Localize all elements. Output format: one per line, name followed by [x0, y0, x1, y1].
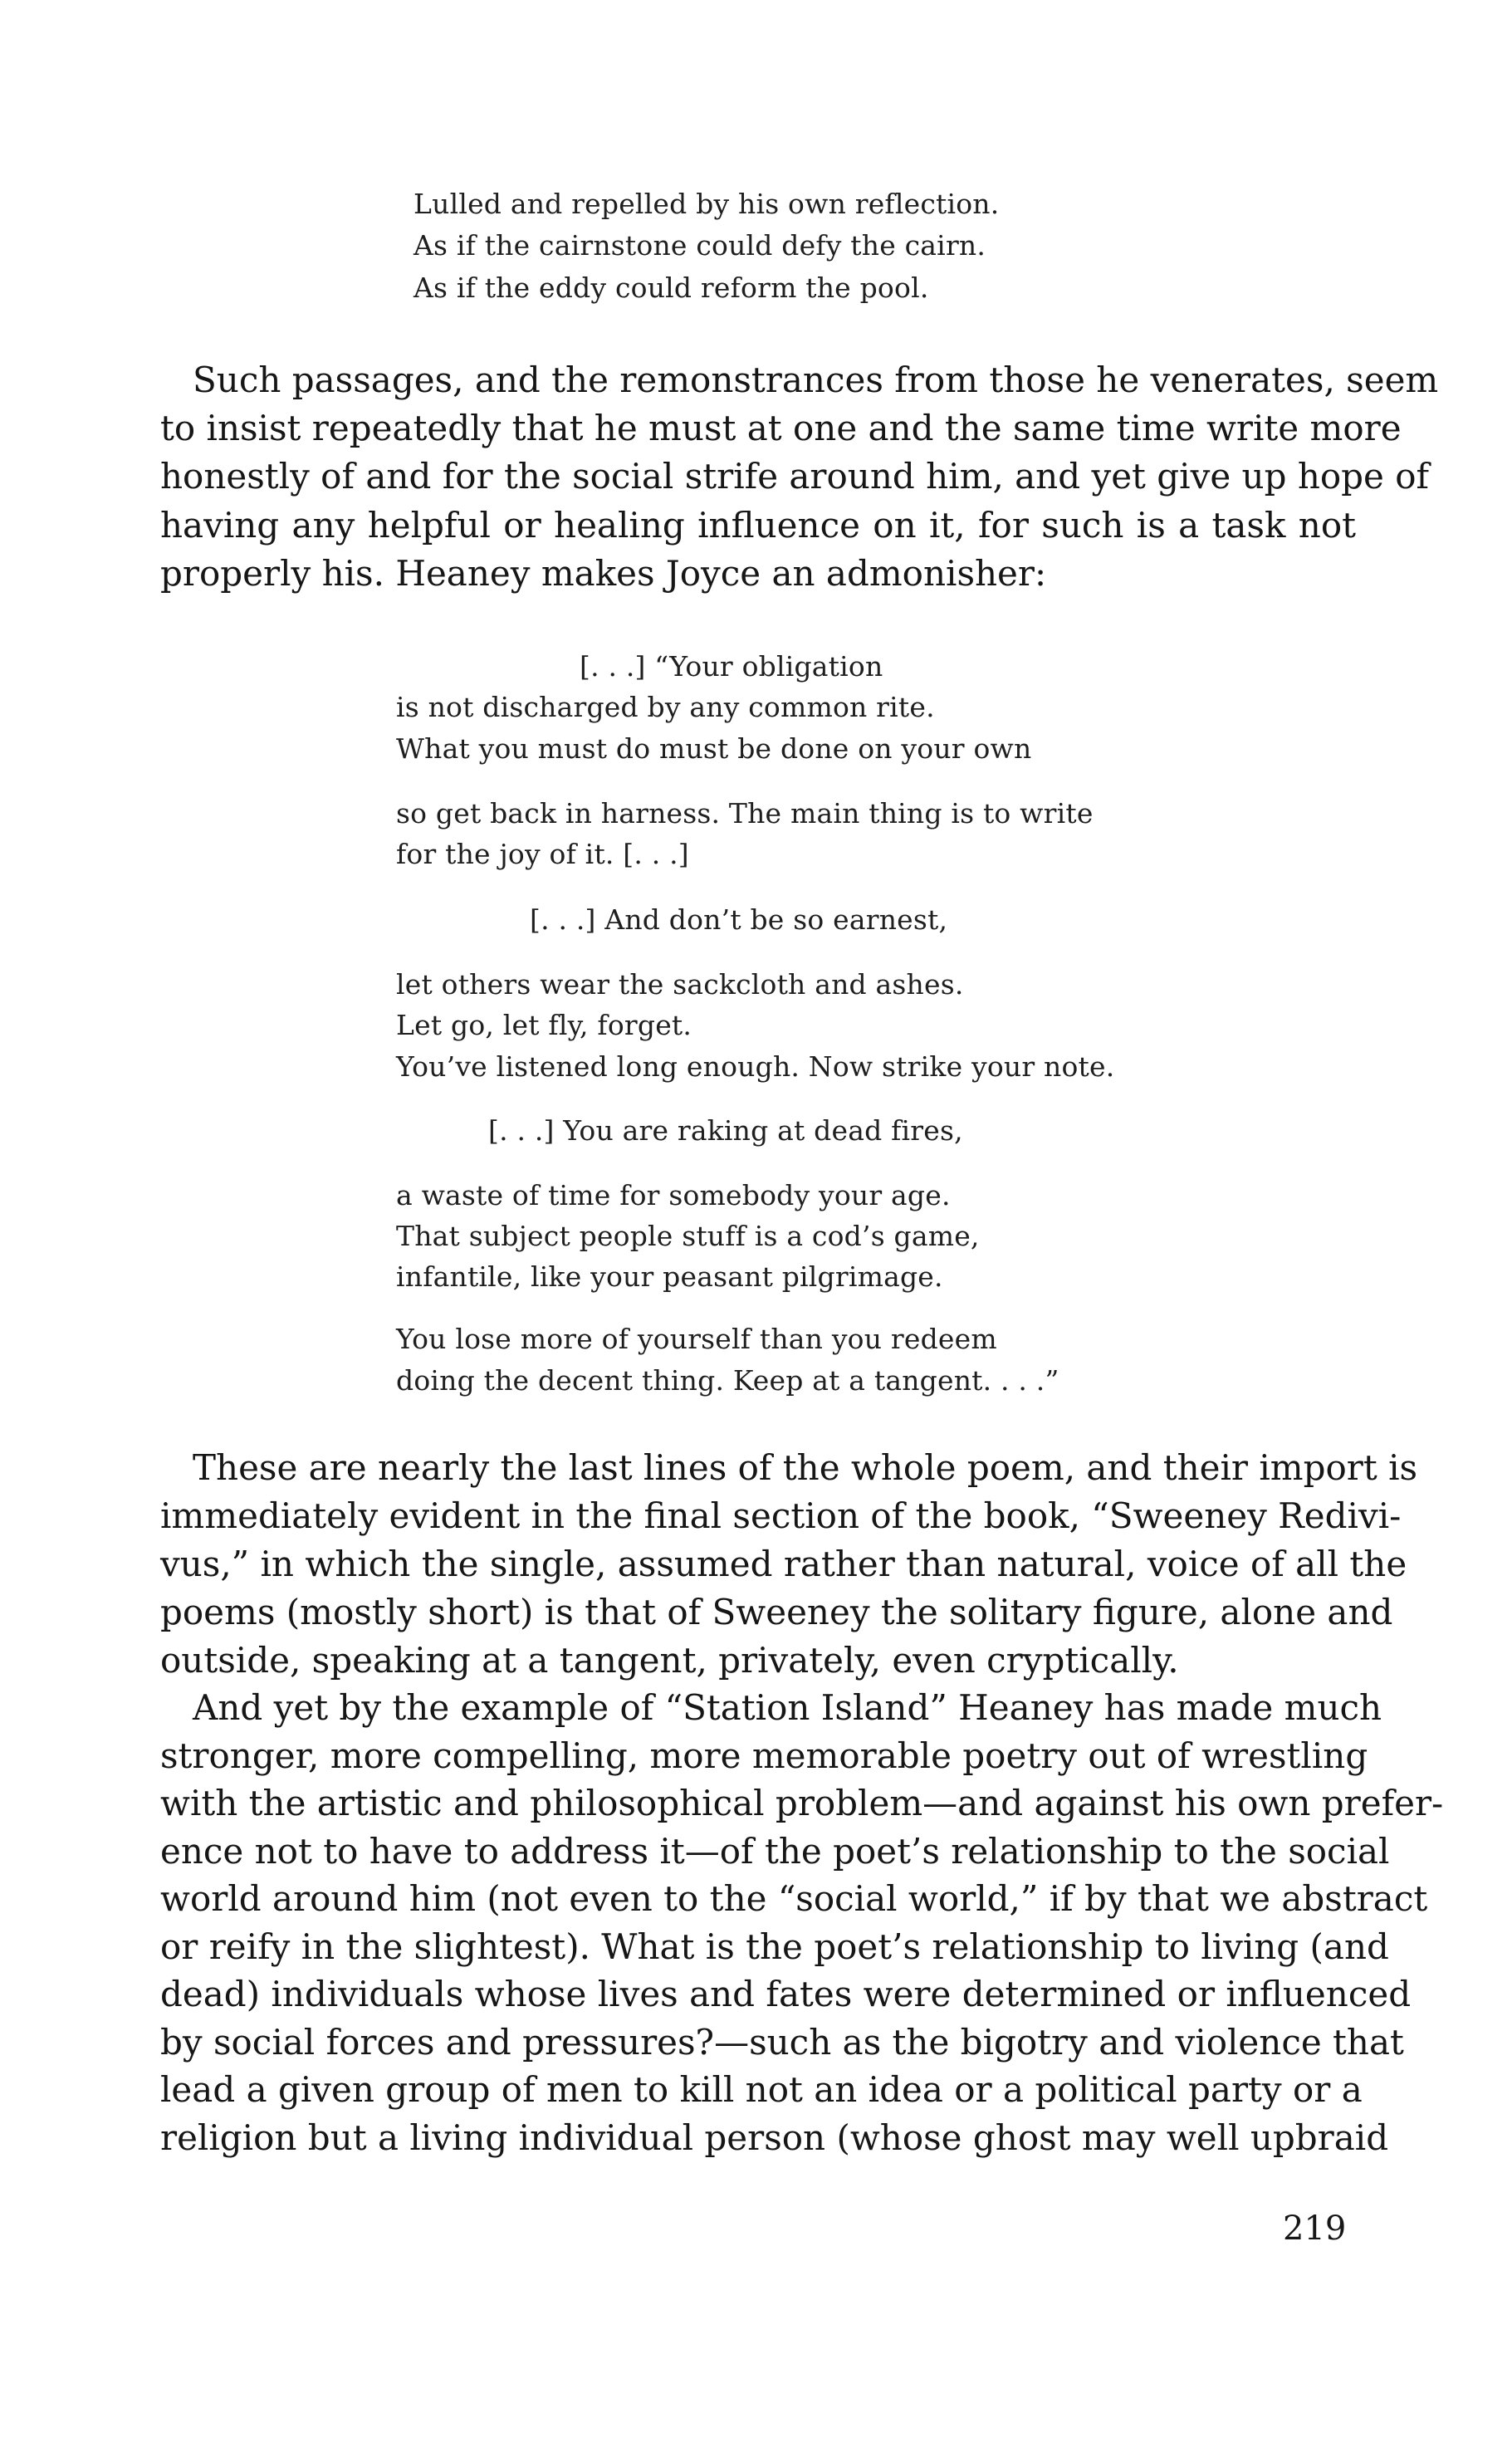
verse-line: [. . .] And don’t be so earnest,	[530, 903, 948, 936]
verse-line: for the joy of it. [. . .]	[396, 838, 689, 870]
prose-line: These are nearly the last lines of the whole poem, and their import is	[193, 1447, 1418, 1488]
page-number: 219	[1283, 2210, 1347, 2248]
verse-line: Let go, let fly, forget.	[396, 1009, 692, 1041]
prose-line: immediately evident in the final section of the book, “Sweeney Redivi-	[160, 1495, 1402, 1536]
verse-line: What you must do must be done on your own	[396, 732, 1032, 765]
verse-line: You lose more of yourself than you redeem	[396, 1323, 997, 1355]
verse-line: You’ve listened long enough. Now strike your note.	[396, 1050, 1115, 1083]
prose-line: Such passages, and the remonstrances from those he venerates, seem	[193, 360, 1439, 400]
verse-line: [. . .] “Your obligation	[580, 650, 883, 683]
prose-line: having any helpful or healing influence on it, for such is a task not	[160, 505, 1356, 546]
verse-line: infantile, like your peasant pilgrimage.	[396, 1260, 943, 1293]
verse-line: doing the decent thing. Keep at a tangent. . . .”	[396, 1364, 1059, 1397]
prose-line: ence not to have to address it—of the poet’s relationship to the social	[160, 1831, 1390, 1872]
prose-line: stronger, more compelling, more memorable poetry out of wrestling	[160, 1735, 1368, 1776]
prose-line: lead a given group of men to kill not an idea or a political party or a	[160, 2069, 1363, 2110]
verse-line: That subject people stuff is a cod’s game,	[396, 1220, 980, 1252]
prose-line: with the artistic and philosophical problem—and against his own prefer-	[160, 1783, 1444, 1823]
prose-line: to insist repeatedly that he must at one and the same time write more	[160, 408, 1402, 448]
verse-line: so get back in harness. The main thing is to write	[396, 797, 1094, 829]
prose-line: religion but a living individual person (whose ghost may well upbraid	[160, 2117, 1389, 2158]
prose-line: outside, speaking at a tangent, privately, even cryptically.	[160, 1640, 1179, 1681]
verse-line: [. . .] You are raking at dead fires,	[488, 1114, 963, 1147]
prose-line: vus,” in which the single, assumed rather than natural, voice of all the	[160, 1544, 1407, 1584]
prose-line: honestly of and for the social strife around him, and yet give up hope of	[160, 456, 1430, 497]
verse-line: a waste of time for somebody your age.	[396, 1179, 951, 1211]
verse-line: let others wear the sackcloth and ashes.	[396, 968, 964, 1001]
prose-line: by social forces and pressures?—such as the bigotry and violence that	[160, 2022, 1404, 2063]
verse-line: Lulled and repelled by his own reflection.	[413, 188, 1000, 220]
verse-line: As if the cairnstone could defy the cairn.	[413, 229, 986, 262]
prose-line: dead) individuals whose lives and fates were determined or influenced	[160, 1974, 1412, 2014]
prose-line: properly his. Heaney makes Joyce an admonisher:	[160, 553, 1047, 594]
prose-line: or reify in the slightest). What is the poet’s relationship to living (and	[160, 1926, 1389, 1967]
prose-line: poems (mostly short) is that of Sweeney the solitary figure, alone and	[160, 1592, 1393, 1632]
verse-line: As if the eddy could reform the pool.	[413, 272, 929, 304]
verse-line: is not discharged by any common rite.	[396, 691, 935, 723]
prose-line: And yet by the example of “Station Island” Heaney has made much	[193, 1687, 1382, 1728]
prose-line: world around him (not even to the “social world,” if by that we abstract	[160, 1878, 1428, 1919]
